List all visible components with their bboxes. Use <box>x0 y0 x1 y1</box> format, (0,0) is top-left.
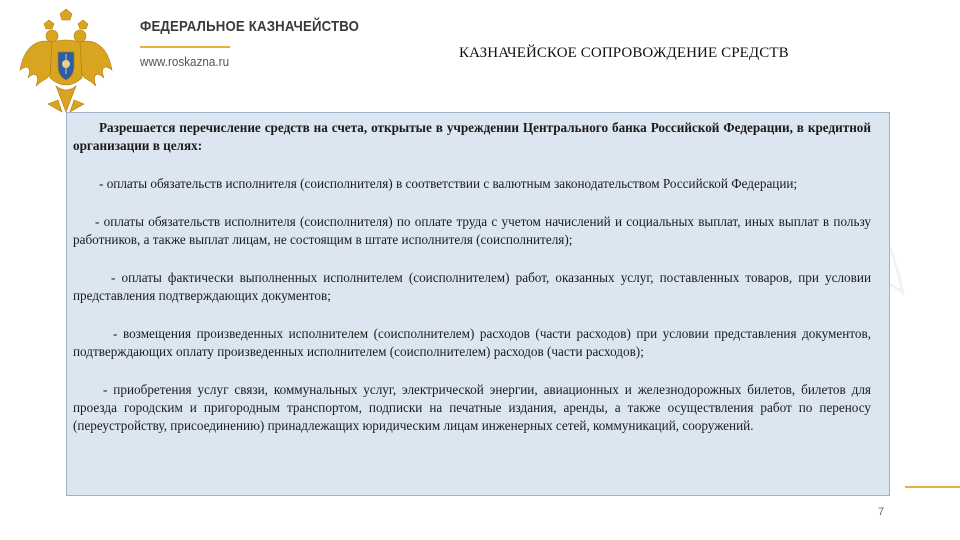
header-divider <box>140 46 230 48</box>
organization-name: ФЕДЕРАЛЬНОЕ КАЗНАЧЕЙСТВО <box>140 18 360 35</box>
organization-url: www.roskazna.ru <box>140 54 230 69</box>
slide-title: КАЗНАЧЕЙСКОЕ СОПРОВОЖДЕНИЕ СРЕДСТВ <box>459 45 789 61</box>
double-headed-eagle-emblem-icon <box>18 8 114 120</box>
list-item: - приобретения услуг связи, коммунальных услуг, электрической энергии, авиационных и железнодорожных билетов, билетов для проезда городским и пригородным транспортом, подписки на печатные издания, аренды, а также осуществления работ по переносу (переустройству, присоединению) принадлежащих юридическим лицам инженерных сетей, коммуникаций, сооружений. <box>73 382 871 433</box>
list-item: - оплаты фактически выполненных исполнителем (соисполнителем) работ, оказанных услуг, поставленных товаров, при условии представления подтверждающих документов; <box>73 270 871 303</box>
page-number: 7 <box>878 506 885 518</box>
list-item: - оплаты обязательств исполнителя (соисполнителя) по оплате труда с учетом начислений и социальных выплат, иных выплат в пользу работников, а также выплат лицам, не состоящим в штате исполнителя (соисполнителя); <box>73 214 871 247</box>
list-item: - оплаты обязательств исполнителя (соисполнителя) в соответствии с валютным законодательством Российской Федерации; <box>99 176 798 191</box>
list-item: - возмещения произведенных исполнителем (соисполнителем) расходов (части расходов) при условии представления документов, подтверждающих оплату произведенных исполнителем (соисполнителем) расходов (части расходов); <box>73 326 871 359</box>
footer-accent-line <box>905 486 960 488</box>
content-panel <box>66 112 890 496</box>
intro-paragraph: Разрешается перечисление средств на счета, открытые в учреждении Центрального банка Российской Федерации, в кредитной организации в целях: <box>73 120 871 153</box>
